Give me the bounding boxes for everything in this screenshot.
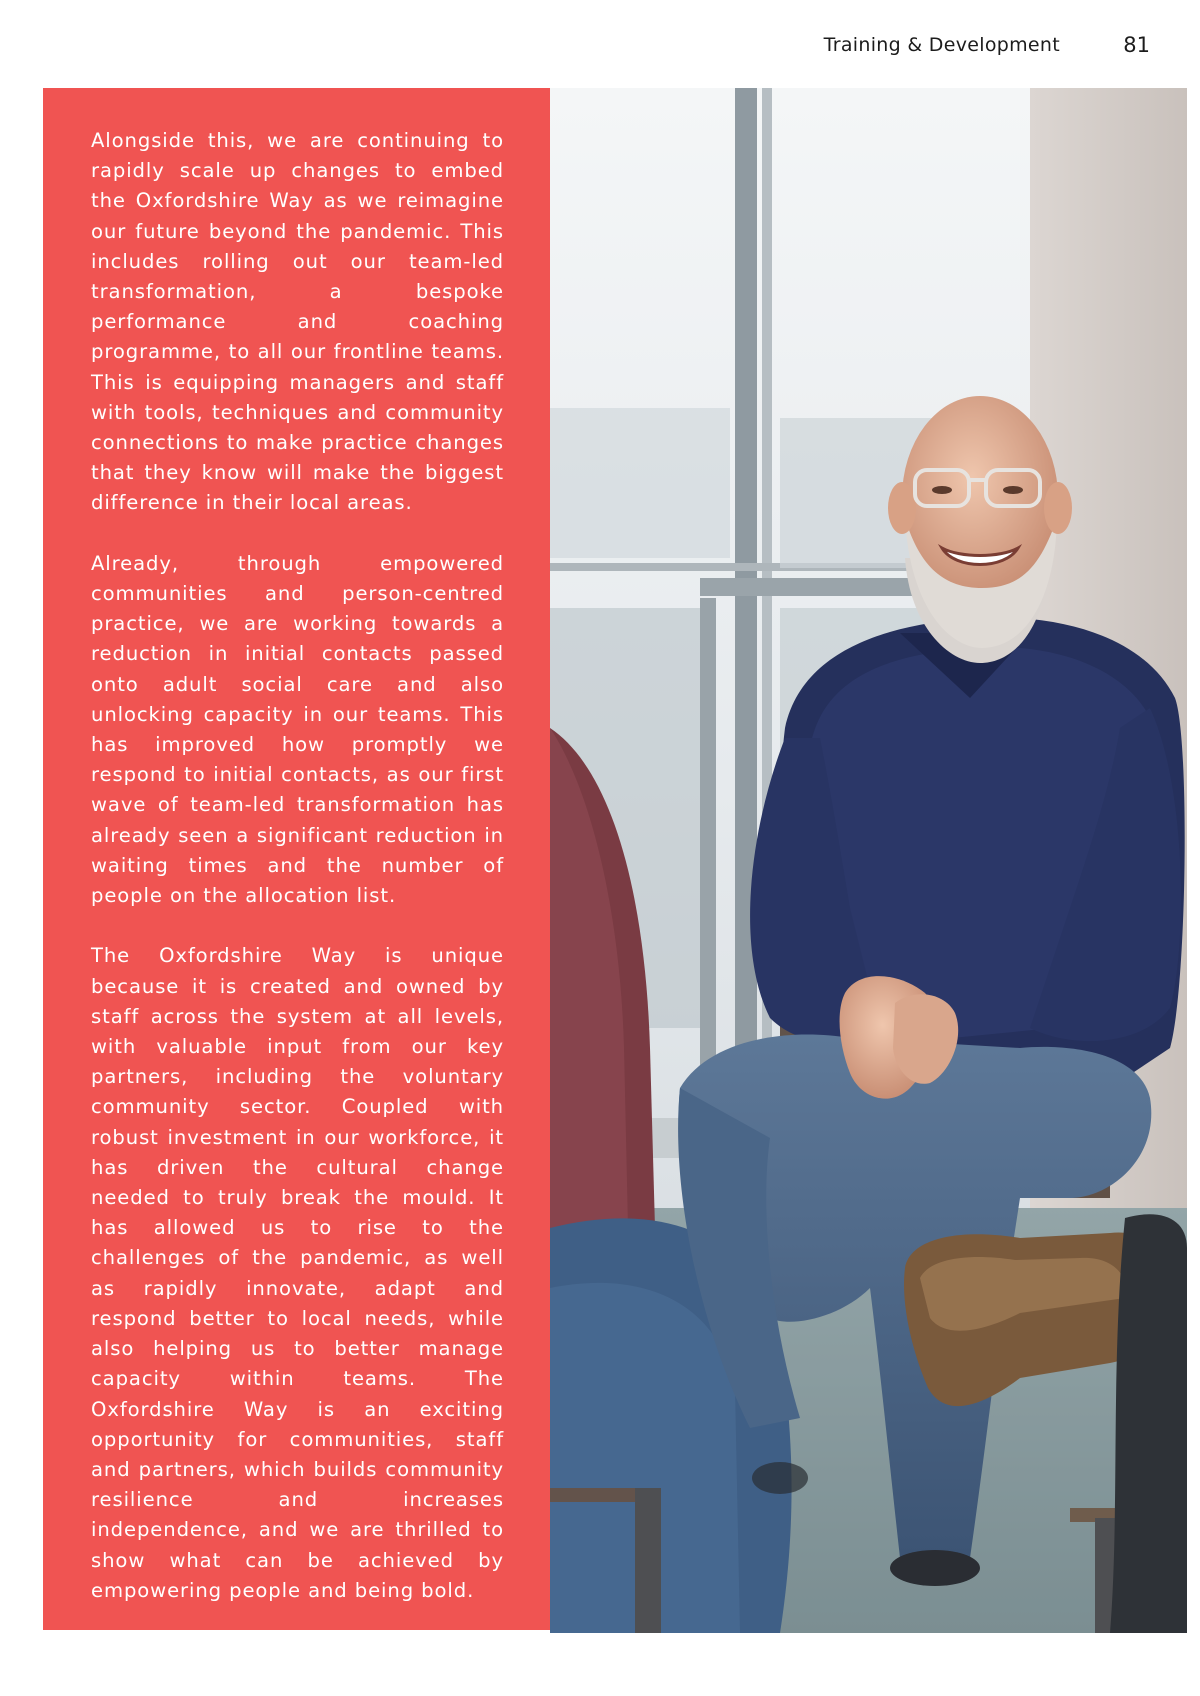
paragraph: Already, through empowered communities and person-centred practice, we are working towards a reduction in initial contacts passed onto adult social care and also unlocking capacity in our teams. This has improved how promptly we respond to initial contacts, as our first wave of team-led transformation has already seen a significant reduction in waiting times and the number of people on the allocation list. — [91, 551, 504, 908]
photo-man-smiling-in-group — [550, 88, 1187, 1633]
text-panel — [43, 88, 550, 1630]
paragraph: The Oxfordshire Way is unique because it is created and owned by staff across the system at all levels, with valuable input from our key partners, including the voluntary community sector. Coupled with robust investment in our workforce, it has driven the cultural change needed to truly break the mould. It has allowed us to rise to the challenges of the pandemic, as well as rapidly innovate, adapt and respond better to local needs, while also helping us to better manage capacity within teams. The Oxfordshire Way is an exciting opportunity for communities, staff and partners, which builds community resilience and increases independence, and we are thrilled to show what can be achieved by empowering people and being bold. — [91, 944, 504, 1602]
body-text — [91, 126, 504, 1636]
page-number: 81 — [1123, 33, 1150, 57]
section-title: Training & Development — [823, 34, 1060, 56]
paragraph: Alongside this, we are continuing to rapidly scale up changes to embed the Oxfordshire Way as we reimagine our future beyond the pandemic. This includes rolling out our team-led transformation, a bespoke performance and coaching programme, to all our frontline teams. This is equipping managers and staff with tools, techniques and community connections to make practice changes that they know will make the biggest difference in their local areas. — [91, 129, 504, 515]
page-header — [0, 34, 1200, 64]
